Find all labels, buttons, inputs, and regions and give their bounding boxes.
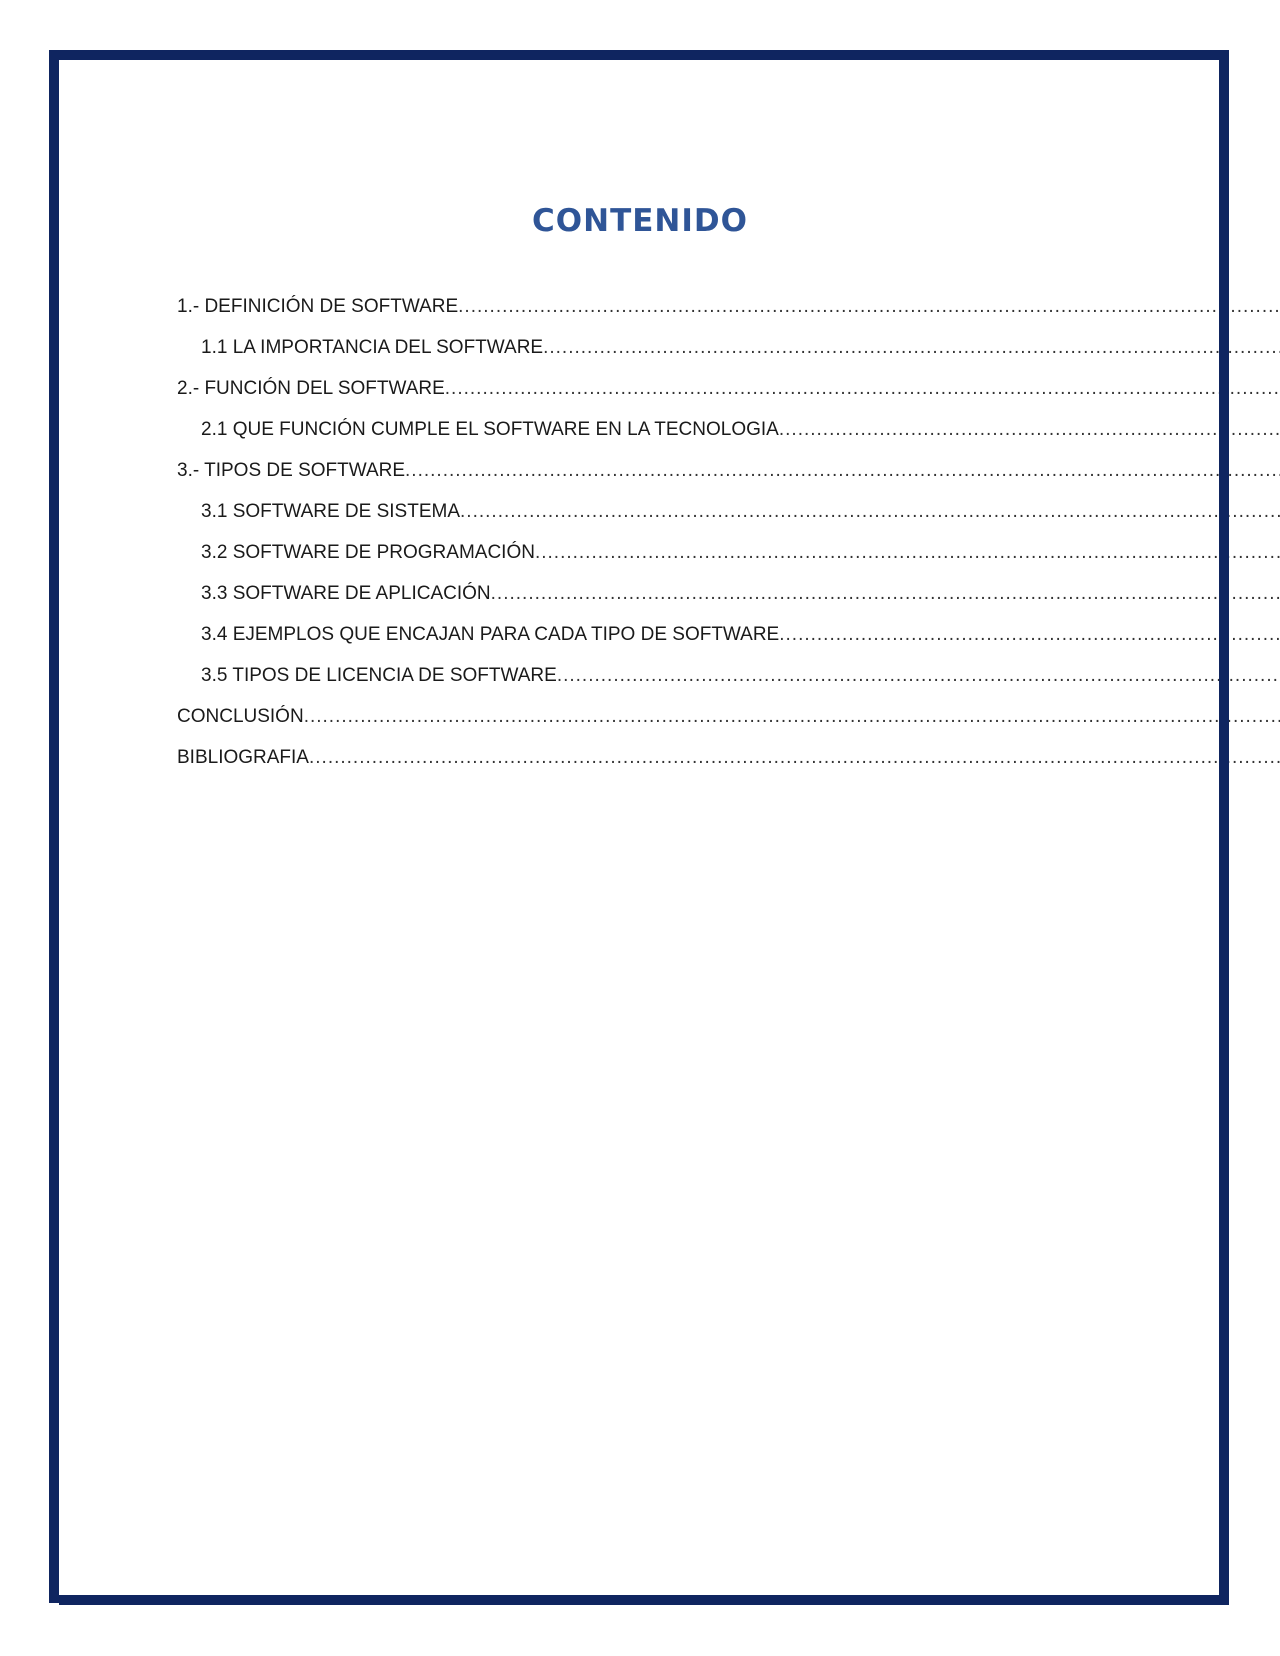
toc-entry-text: 3.- TIPOS DE SOFTWARE: [177, 460, 406, 481]
toc-dot-leader: [779, 414, 1280, 446]
toc-entry-text: 3.5 TIPOS DE LICENCIA DE SOFTWARE: [201, 665, 557, 686]
toc-entry-text: 3.1 SOFTWARE DE SISTEMA: [201, 501, 461, 522]
toc-entry[interactable]: [177, 414, 1280, 455]
toc-entry-text: 3.2 SOFTWARE DE PROGRAMACIÓN: [201, 542, 535, 563]
toc-entry-text: 1.1 LA IMPORTANCIA DEL SOFTWARE: [201, 337, 544, 358]
toc-dot-leader: [458, 291, 1280, 323]
toc-entry[interactable]: [177, 742, 1280, 783]
toc-dot-leader: [445, 373, 1280, 405]
toc-dot-leader: [491, 578, 1280, 610]
table-of-contents: [177, 291, 1280, 783]
toc-dot-leader: [779, 619, 1280, 651]
toc-entry-text: 3.3 SOFTWARE DE APLICACIÓN: [201, 583, 491, 604]
toc-entry[interactable]: [177, 701, 1280, 742]
page-border-top: [49, 50, 1229, 60]
toc-entry[interactable]: [177, 578, 1280, 619]
toc-entry[interactable]: [177, 291, 1280, 332]
toc-dot-leader: [535, 537, 1280, 569]
toc-entry[interactable]: [177, 660, 1280, 701]
page-border-left: [49, 50, 59, 1603]
page-border-right: [1219, 50, 1229, 1603]
toc-entry[interactable]: [177, 455, 1280, 496]
toc-heading: CONTENIDO: [532, 203, 748, 239]
toc-entry-text: CONCLUSIÓN: [177, 706, 304, 727]
toc-dot-leader: [543, 332, 1280, 364]
page-border-bottom: [59, 1595, 1229, 1605]
toc-entry[interactable]: [177, 332, 1280, 373]
toc-entry[interactable]: [177, 619, 1280, 660]
toc-entry[interactable]: [177, 537, 1280, 578]
toc-dot-leader: [557, 660, 1280, 692]
toc-dot-leader: [460, 496, 1280, 528]
toc-entry[interactable]: [177, 496, 1280, 537]
toc-dot-leader: [405, 455, 1280, 487]
toc-entry-text: BIBLIOGRAFIA: [177, 747, 309, 768]
toc-dot-leader: [304, 701, 1280, 733]
toc-dot-leader: [309, 742, 1280, 774]
toc-entry-text: 2.1 QUE FUNCIÓN CUMPLE EL SOFTWARE EN LA TECNOLOGIA: [201, 419, 779, 440]
toc-entry-text: 2.- FUNCIÓN DEL SOFTWARE: [177, 378, 445, 399]
toc-entry[interactable]: [177, 373, 1280, 414]
toc-entry-text: 1.- DEFINICIÓN DE SOFTWARE: [177, 296, 459, 317]
toc-entry-text: 3.4 EJEMPLOS QUE ENCAJAN PARA CADA TIPO DE SOFTWARE: [201, 624, 780, 645]
